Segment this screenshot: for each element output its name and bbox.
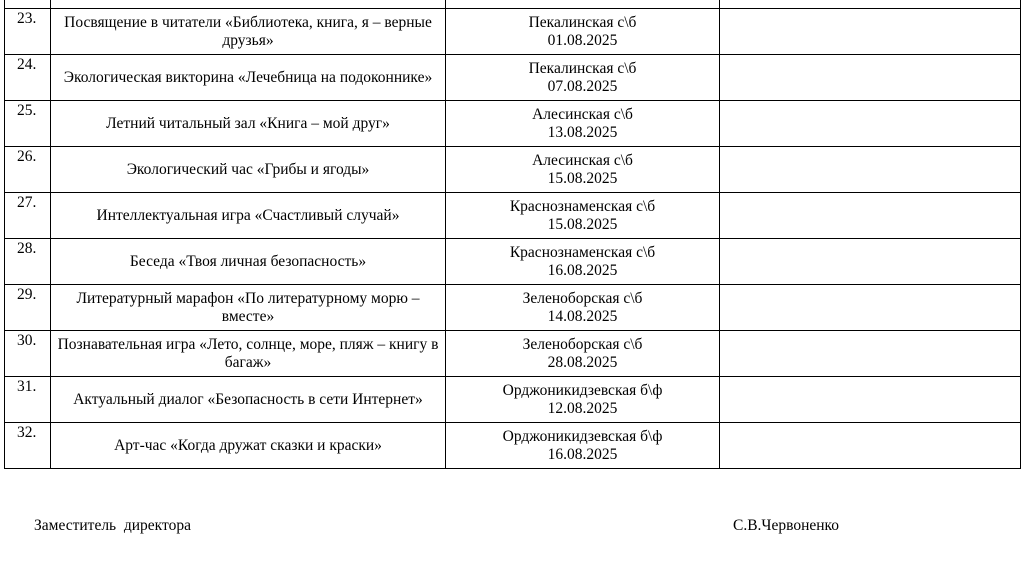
event-date: 16.08.2025: [547, 445, 618, 463]
event-date: 14.08.2025: [547, 307, 618, 325]
event-title: Актуальный диалог «Безопасность в сети Интернет»: [51, 377, 446, 423]
library-name: Орджоникидзевская б\ф: [502, 381, 663, 399]
event-place: [446, 193, 720, 239]
event-place: [446, 9, 720, 55]
event-title: Летний читальный зал «Книга – мой друг»: [51, 101, 446, 147]
note-cell: [720, 9, 1021, 55]
event-title: Литературный марафон «По литературному морю – вместе»: [51, 285, 446, 331]
row-number: 23.: [5, 9, 51, 55]
row-number: 30.: [5, 331, 51, 377]
row-number: 24.: [5, 55, 51, 101]
event-place: [446, 55, 720, 101]
event-place: [446, 377, 720, 423]
signer-position: Заместитель директора: [34, 517, 191, 534]
table-row: [5, 193, 1021, 239]
row-number: 29.: [5, 285, 51, 331]
table-row: [5, 239, 1021, 285]
row-number: 28.: [5, 239, 51, 285]
event-date: 07.08.2025: [547, 77, 618, 95]
event-date: 12.08.2025: [547, 399, 618, 417]
event-title: Познавательная игра «Лето, солнце, море, пляж – книгу в багаж»: [51, 331, 446, 377]
event-date: 01.08.2025: [547, 31, 618, 49]
note-cell: [720, 285, 1021, 331]
table-row: [5, 55, 1021, 101]
event-title: Арт-час «Когда дружат сказки и краски»: [51, 423, 446, 469]
event-place: [446, 101, 720, 147]
events-table: [4, 0, 1021, 469]
event-date: 15.08.2025: [547, 215, 618, 233]
row-number: 27.: [5, 193, 51, 239]
note-cell: [720, 377, 1021, 423]
row-number: 32.: [5, 423, 51, 469]
library-name: Алесинская с\б: [532, 105, 633, 123]
signer-name: С.В.Червоненко: [733, 517, 840, 534]
library-name: Пекалинская с\б: [528, 13, 637, 31]
note-cell: [720, 193, 1021, 239]
event-title: Беседа «Твоя личная безопасность»: [51, 239, 446, 285]
table-row: [5, 147, 1021, 193]
library-name: Пекалинская с\б: [528, 59, 637, 77]
row-number: 25.: [5, 101, 51, 147]
library-name: Алесинская с\б: [532, 151, 633, 169]
note-cell: [720, 423, 1021, 469]
table-row: [5, 285, 1021, 331]
event-place: [446, 423, 720, 469]
note-cell: [720, 239, 1021, 285]
event-date: 15.08.2025: [547, 169, 618, 187]
table-row: [5, 331, 1021, 377]
event-place: [446, 239, 720, 285]
event-title: Посвящение в читатели «Библиотека, книга, я – верные друзья»: [51, 9, 446, 55]
event-date: 13.08.2025: [547, 123, 618, 141]
event-place: [446, 331, 720, 377]
note-cell: [720, 147, 1021, 193]
library-name: Орджоникидзевская б\ф: [502, 427, 663, 445]
note-cell: [720, 101, 1021, 147]
table-top-fragment: [5, 0, 1021, 9]
table-row: [5, 423, 1021, 469]
event-place: [446, 285, 720, 331]
event-date: 28.08.2025: [547, 353, 618, 371]
row-number: 26.: [5, 147, 51, 193]
library-name: Краснознаменская с\б: [509, 197, 656, 215]
row-number: 31.: [5, 377, 51, 423]
library-name: Зеленоборская с\б: [522, 289, 643, 307]
event-title: Экологическая викторина «Лечебница на подоконнике»: [51, 55, 446, 101]
event-title: Интеллектуальная игра «Счастливый случай»: [51, 193, 446, 239]
event-place: [446, 147, 720, 193]
library-name: Зеленоборская с\б: [522, 335, 643, 353]
event-date: 16.08.2025: [547, 261, 618, 279]
event-title: Экологический час «Грибы и ягоды»: [51, 147, 446, 193]
library-name: Краснознаменская с\б: [509, 243, 656, 261]
table-row: [5, 9, 1021, 55]
note-cell: [720, 55, 1021, 101]
table-row: [5, 377, 1021, 423]
table-row: [5, 101, 1021, 147]
note-cell: [720, 331, 1021, 377]
